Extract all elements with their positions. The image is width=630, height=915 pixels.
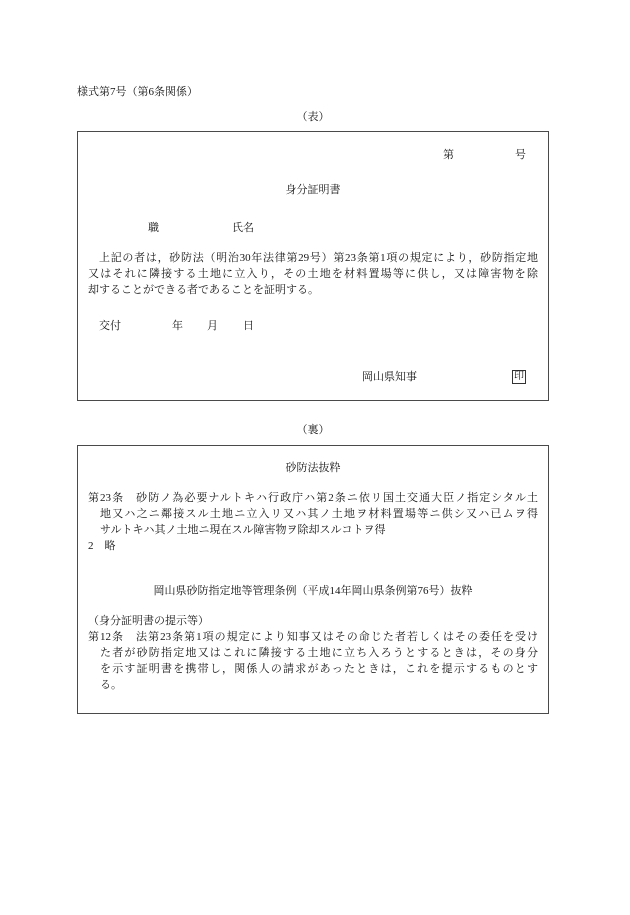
issue-day-label: 日 bbox=[243, 320, 254, 332]
ordinance-article-caption: （身分証明書の提示等） bbox=[88, 615, 209, 627]
issue-year-label: 年 bbox=[172, 320, 183, 332]
certificate-number-suffix: 号 bbox=[515, 149, 526, 161]
position-label: 職 bbox=[148, 222, 159, 234]
certificate-title: 身分証明書 bbox=[285, 184, 341, 196]
certificate-body-line: 又はそれに隣接する土地に立入り，その土地を材料置場等に供し，又は障害物を除 bbox=[88, 268, 538, 280]
issuer-name: 岡山県知事 bbox=[362, 371, 417, 383]
sabo-law-article-line: 地又ハ之ニ鄰接スル土地ニ立入リ又ハ其ノ土地ヲ材料置場等ニ供シ又ハ已ムヲ得 bbox=[100, 508, 538, 520]
back-side-label: （裏） bbox=[296, 424, 330, 436]
certificate-number-prefix: 第 bbox=[443, 149, 454, 161]
front-card bbox=[77, 131, 549, 401]
sabo-law-excerpt-title: 砂防法抜粋 bbox=[285, 462, 341, 474]
ordinance-article-line: を示す証明書を携帯し，関係人の請求があったときは，これを提示するものとす bbox=[100, 663, 538, 675]
issue-label: 交付 bbox=[99, 320, 121, 332]
ordinance-article-line: 第12条 法第23条第1項の規定により知事又はその命じた者若しくはその委任を受け bbox=[88, 631, 538, 643]
ordinance-article-line: た者が砂防指定地又はこれに隣接する土地に立ち入ろうとするときは，その身分 bbox=[100, 647, 538, 659]
back-card bbox=[77, 445, 549, 714]
front-side-label: （表） bbox=[296, 111, 330, 123]
ordinance-excerpt-title: 岡山県砂防指定地等管理条例（平成14年岡山県条例第76号）抜粋 bbox=[153, 585, 473, 597]
name-label: 氏名 bbox=[232, 222, 254, 234]
ordinance-article-line: る。 bbox=[100, 679, 122, 691]
form-number-label: 様式第7号（第6条関係） bbox=[77, 86, 198, 98]
sabo-law-article-line: 第23条 砂防ノ為必要ナルトキハ行政庁ハ第2条ニ依リ国土交通大臣ノ指定シタル土 bbox=[88, 492, 538, 504]
certificate-body-line: 上記の者は，砂防法（明治30年法律第29号）第23条第1項の規定により，砂防指定地 bbox=[99, 252, 538, 264]
issue-month-label: 月 bbox=[207, 320, 218, 332]
sabo-law-paragraph-2: 2 略 bbox=[88, 540, 116, 552]
sabo-law-article-line: サルトキハ其ノ土地ニ現在スル障害物ヲ除却スルコトヲ得 bbox=[100, 524, 386, 536]
seal-mark: 印 bbox=[514, 371, 524, 382]
certificate-body-line: 却することができる者であることを証明する。 bbox=[88, 284, 319, 296]
